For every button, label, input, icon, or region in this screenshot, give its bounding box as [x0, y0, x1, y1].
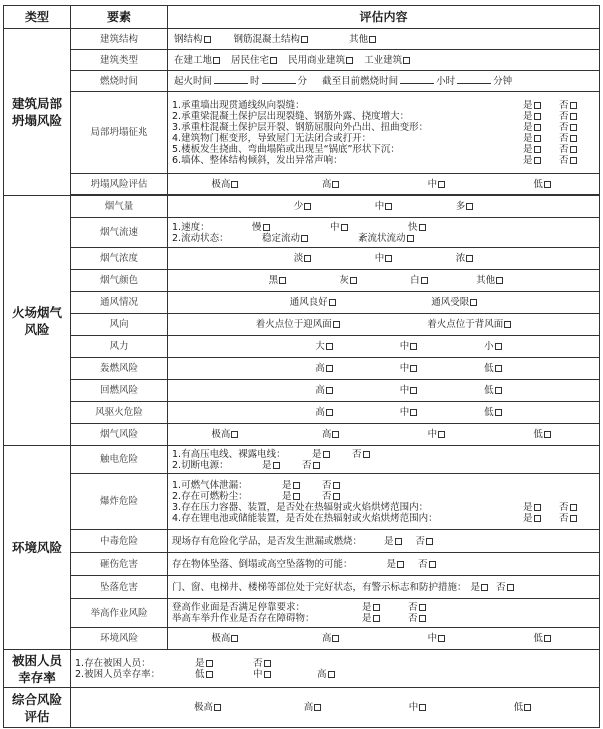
element-label: 风向: [71, 314, 168, 336]
checkbox[interactable]: [570, 504, 577, 511]
table-row: [4, 358, 600, 380]
aerial-work-options: 登高作业面是否满足停靠要求： 是 否 举高车举升作业是否存在障碍物： 是 否: [168, 599, 600, 628]
table-row: [4, 628, 600, 650]
option-group: 高 中 低: [168, 380, 600, 402]
minutes-input[interactable]: [457, 83, 491, 84]
checkbox[interactable]: [495, 365, 502, 372]
checkbox[interactable]: [369, 36, 376, 43]
checkbox[interactable]: [395, 538, 402, 545]
table-header-row: [4, 6, 600, 29]
element-label: 回燃风险: [71, 380, 168, 402]
checkbox[interactable]: [293, 493, 300, 500]
option-group: 高 中 低: [168, 402, 600, 424]
table-row: [4, 314, 600, 336]
table-row: [4, 50, 600, 71]
table-row: [4, 92, 600, 174]
element-label: 通风情况: [71, 292, 168, 314]
element-label: 中毒危险: [71, 530, 168, 553]
element-label: 轰燃风险: [71, 358, 168, 380]
checkbox[interactable]: [333, 321, 340, 328]
checkbox[interactable]: [314, 704, 321, 711]
checkbox[interactable]: [301, 36, 308, 43]
section-building: 建筑局部坍塌风险: [4, 29, 71, 196]
checkbox[interactable]: [466, 255, 473, 262]
checkbox[interactable]: [421, 277, 428, 284]
header-element: 要素: [71, 6, 168, 29]
checkbox[interactable]: [410, 409, 417, 416]
checkbox[interactable]: [507, 584, 514, 591]
option-group: 极高 高 中 低: [168, 174, 600, 195]
element-label: 烟气浓度: [71, 248, 168, 270]
checkbox[interactable]: [570, 146, 577, 153]
checkbox[interactable]: [279, 277, 286, 284]
checkbox[interactable]: [410, 365, 417, 372]
checkbox[interactable]: [373, 615, 380, 622]
checkbox[interactable]: [426, 538, 433, 545]
checkbox[interactable]: [264, 671, 271, 678]
checkbox[interactable]: [544, 431, 551, 438]
header-content: 评估内容: [168, 6, 600, 29]
table-row: [4, 336, 600, 358]
element-label: 坍塌风险评估: [71, 174, 168, 195]
checkbox[interactable]: [270, 57, 277, 64]
checkbox[interactable]: [373, 604, 380, 611]
checkbox[interactable]: [206, 671, 213, 678]
checkbox[interactable]: [332, 635, 339, 642]
trapped-options: 1.存在被困人员： 是 否 2.被困人员幸存率： 低 中 高: [71, 650, 600, 688]
checkbox[interactable]: [429, 561, 436, 568]
checkbox[interactable]: [534, 515, 541, 522]
hours-input[interactable]: [400, 83, 434, 84]
checkbox[interactable]: [504, 321, 511, 328]
checkbox[interactable]: [495, 343, 502, 350]
section-fire: 火场烟气风险: [4, 196, 71, 446]
checkbox[interactable]: [328, 671, 335, 678]
table-row: [4, 196, 600, 218]
checkbox[interactable]: [326, 343, 333, 350]
checkbox[interactable]: [438, 635, 445, 642]
table-row: [4, 424, 600, 446]
checkbox[interactable]: [329, 299, 336, 306]
checkbox[interactable]: [385, 255, 392, 262]
checkbox[interactable]: [534, 504, 541, 511]
checkbox[interactable]: [570, 124, 577, 131]
option-group: 门、窗、电梯井、楼梯等部位处于完好状态，有警示标志和防护措施： 是 否: [168, 576, 600, 599]
checkbox[interactable]: [231, 635, 238, 642]
table-row: [4, 29, 600, 50]
table-row: [4, 599, 600, 628]
table-row: [4, 650, 600, 688]
table-row: [4, 292, 600, 314]
section-trapped: 被困人员幸存率: [4, 650, 71, 688]
element-label: 烟气风险: [71, 424, 168, 446]
element-label: 坠落危害: [71, 576, 168, 599]
option-group: 在建工地 居民住宅 民用商业建筑 工业建筑: [168, 50, 600, 71]
hour-input[interactable]: [214, 83, 248, 84]
table-row: [4, 474, 600, 530]
element-label: 风驱火危险: [71, 402, 168, 424]
element-label: 局部坍塌征兆: [71, 92, 168, 174]
element-label: 烟气量: [71, 196, 168, 218]
element-label: 烟气颜色: [71, 270, 168, 292]
checkbox[interactable]: [385, 203, 392, 210]
checkbox[interactable]: [333, 493, 340, 500]
table-row: [4, 174, 600, 195]
checkbox[interactable]: [570, 102, 577, 109]
checkbox[interactable]: [204, 36, 211, 43]
checkbox[interactable]: [304, 255, 311, 262]
checkbox[interactable]: [304, 203, 311, 210]
option-group: 极高 高 中 低: [71, 688, 600, 728]
checkbox[interactable]: [323, 451, 330, 458]
checkbox[interactable]: [496, 277, 503, 284]
risk-assessment-table: [3, 5, 600, 728]
checkbox[interactable]: [407, 235, 414, 242]
checkbox[interactable]: [263, 224, 270, 231]
table-row: [4, 218, 600, 248]
checkbox[interactable]: [524, 704, 531, 711]
checkbox[interactable]: [534, 102, 541, 109]
checkbox[interactable]: [438, 181, 445, 188]
option-group: 着火点位于迎风面 着火点位于背风面: [168, 314, 600, 336]
element-label: 燃烧时间: [71, 71, 168, 92]
checkbox[interactable]: [570, 157, 577, 164]
checkbox[interactable]: [326, 365, 333, 372]
collapse-signs: 1.承重墙出现贯通线纵向裂缝： 是 否 2.承重梁混凝土保护层出现裂缝、钢筋外露、挠度增大： 是 否 3.承重柱混凝土保护层开裂、钢筋屈服向外凸出、扭曲变形： 是 否 4.建筑物门框变形，导致屋门无法闭合或打开： 是 否 5.楼板发生挠曲、弯曲塌陷或出现呈“锅底”形状下沉： 是 否 6.墙体、整体结构倾斜，发出异常声响： 是 否: [168, 92, 600, 174]
checkbox[interactable]: [534, 146, 541, 153]
checkbox[interactable]: [534, 157, 541, 164]
checkbox[interactable]: [273, 462, 280, 469]
table-row: [4, 380, 600, 402]
table-row: [4, 530, 600, 553]
checkbox[interactable]: [570, 113, 577, 120]
option-group: 大 中 小: [168, 336, 600, 358]
checkbox[interactable]: [410, 343, 417, 350]
element-label: 触电危险: [71, 446, 168, 474]
checkbox[interactable]: [206, 660, 213, 667]
checkbox[interactable]: [301, 235, 308, 242]
checkbox[interactable]: [293, 482, 300, 489]
checkbox[interactable]: [534, 135, 541, 142]
minute-input[interactable]: [262, 83, 296, 84]
checkbox[interactable]: [570, 515, 577, 522]
element-label: 烟气流速: [71, 218, 168, 248]
table-row: [4, 688, 600, 728]
checkbox[interactable]: [332, 431, 339, 438]
checkbox[interactable]: [350, 277, 357, 284]
checkbox[interactable]: [466, 203, 473, 210]
checkbox[interactable]: [231, 181, 238, 188]
table-row: [4, 248, 600, 270]
checkbox[interactable]: [534, 113, 541, 120]
checkbox[interactable]: [410, 387, 417, 394]
checkbox[interactable]: [264, 660, 271, 667]
checkbox[interactable]: [326, 409, 333, 416]
checkbox[interactable]: [213, 57, 220, 64]
checkbox[interactable]: [333, 482, 340, 489]
option-group: 高 中 低: [168, 358, 600, 380]
checkbox[interactable]: [570, 135, 577, 142]
option-group: 极高 高 中 低: [168, 628, 600, 650]
table-row: [4, 402, 600, 424]
checkbox[interactable]: [313, 462, 320, 469]
checkbox[interactable]: [341, 224, 348, 231]
table-row: [4, 576, 600, 599]
table-row: [4, 553, 600, 576]
option-group: 钢结构 钢筋混凝土结构 其他: [168, 29, 600, 50]
header-type: 类型: [4, 6, 71, 29]
checkbox[interactable]: [403, 57, 410, 64]
element-label: 爆炸危险: [71, 474, 168, 530]
burn-time-fields: 起火时间 时 分 截至目前燃烧时间 小时 分钟: [168, 71, 600, 92]
element-label: 建筑结构: [71, 29, 168, 50]
option-group: 淡 中 浓: [168, 248, 600, 270]
option-group: 极高 高 中 低: [168, 424, 600, 446]
checkbox[interactable]: [495, 409, 502, 416]
checkbox[interactable]: [231, 431, 238, 438]
checkbox[interactable]: [438, 431, 445, 438]
checkbox[interactable]: [544, 635, 551, 642]
table-row: [4, 71, 600, 92]
element-label: 风力: [71, 336, 168, 358]
element-label: 建筑类型: [71, 50, 168, 71]
option-group: 存在物体坠落、倒塌或高空坠落物的可能： 是 否: [168, 553, 600, 576]
checkbox[interactable]: [326, 387, 333, 394]
checkbox[interactable]: [363, 451, 370, 458]
checkbox[interactable]: [332, 181, 339, 188]
checkbox[interactable]: [419, 615, 426, 622]
explosion-options: 1.可燃气体泄漏： 是 否 2.存在可燃粉尘： 是 否 3.存在压力容器、装置，是否处在热辐射或火焰烘烤范围内： 是 否 4.存在锂电池或储能装置，是否处在热辐射或火焰烘烤范围内： 是 否: [168, 474, 600, 530]
option-group: 少 中 多: [168, 196, 600, 218]
option-group: 通风良好 通风受限: [168, 292, 600, 314]
smoke-flow-options: 1.速度： 慢 中 快 2.流动状态： 稳定流动 紊流状流动: [168, 218, 600, 248]
section-env: 环境风险: [4, 446, 71, 650]
checkbox[interactable]: [419, 224, 426, 231]
checkbox[interactable]: [495, 387, 502, 394]
element-label: 砸伤危害: [71, 553, 168, 576]
table-row: [4, 446, 600, 474]
checkbox[interactable]: [544, 181, 551, 188]
checkbox[interactable]: [397, 561, 404, 568]
section-overall: 综合风险评估: [4, 688, 71, 728]
option-group: 黑 灰 白 其他: [168, 270, 600, 292]
checkbox[interactable]: [534, 124, 541, 131]
checkbox[interactable]: [214, 704, 221, 711]
table-row: [4, 270, 600, 292]
checkbox[interactable]: [481, 584, 488, 591]
checkbox[interactable]: [419, 604, 426, 611]
checkbox[interactable]: [470, 299, 477, 306]
shock-options: 1.有高压电线、裸露电线： 是 否 2.切断电源： 是 否: [168, 446, 600, 474]
option-group: 现场存有危险化学品，是否发生泄漏或燃烧： 是 否: [168, 530, 600, 553]
element-label: 举高作业风险: [71, 599, 168, 628]
checkbox[interactable]: [346, 57, 353, 64]
checkbox[interactable]: [419, 704, 426, 711]
element-label: 环境风险: [71, 628, 168, 650]
